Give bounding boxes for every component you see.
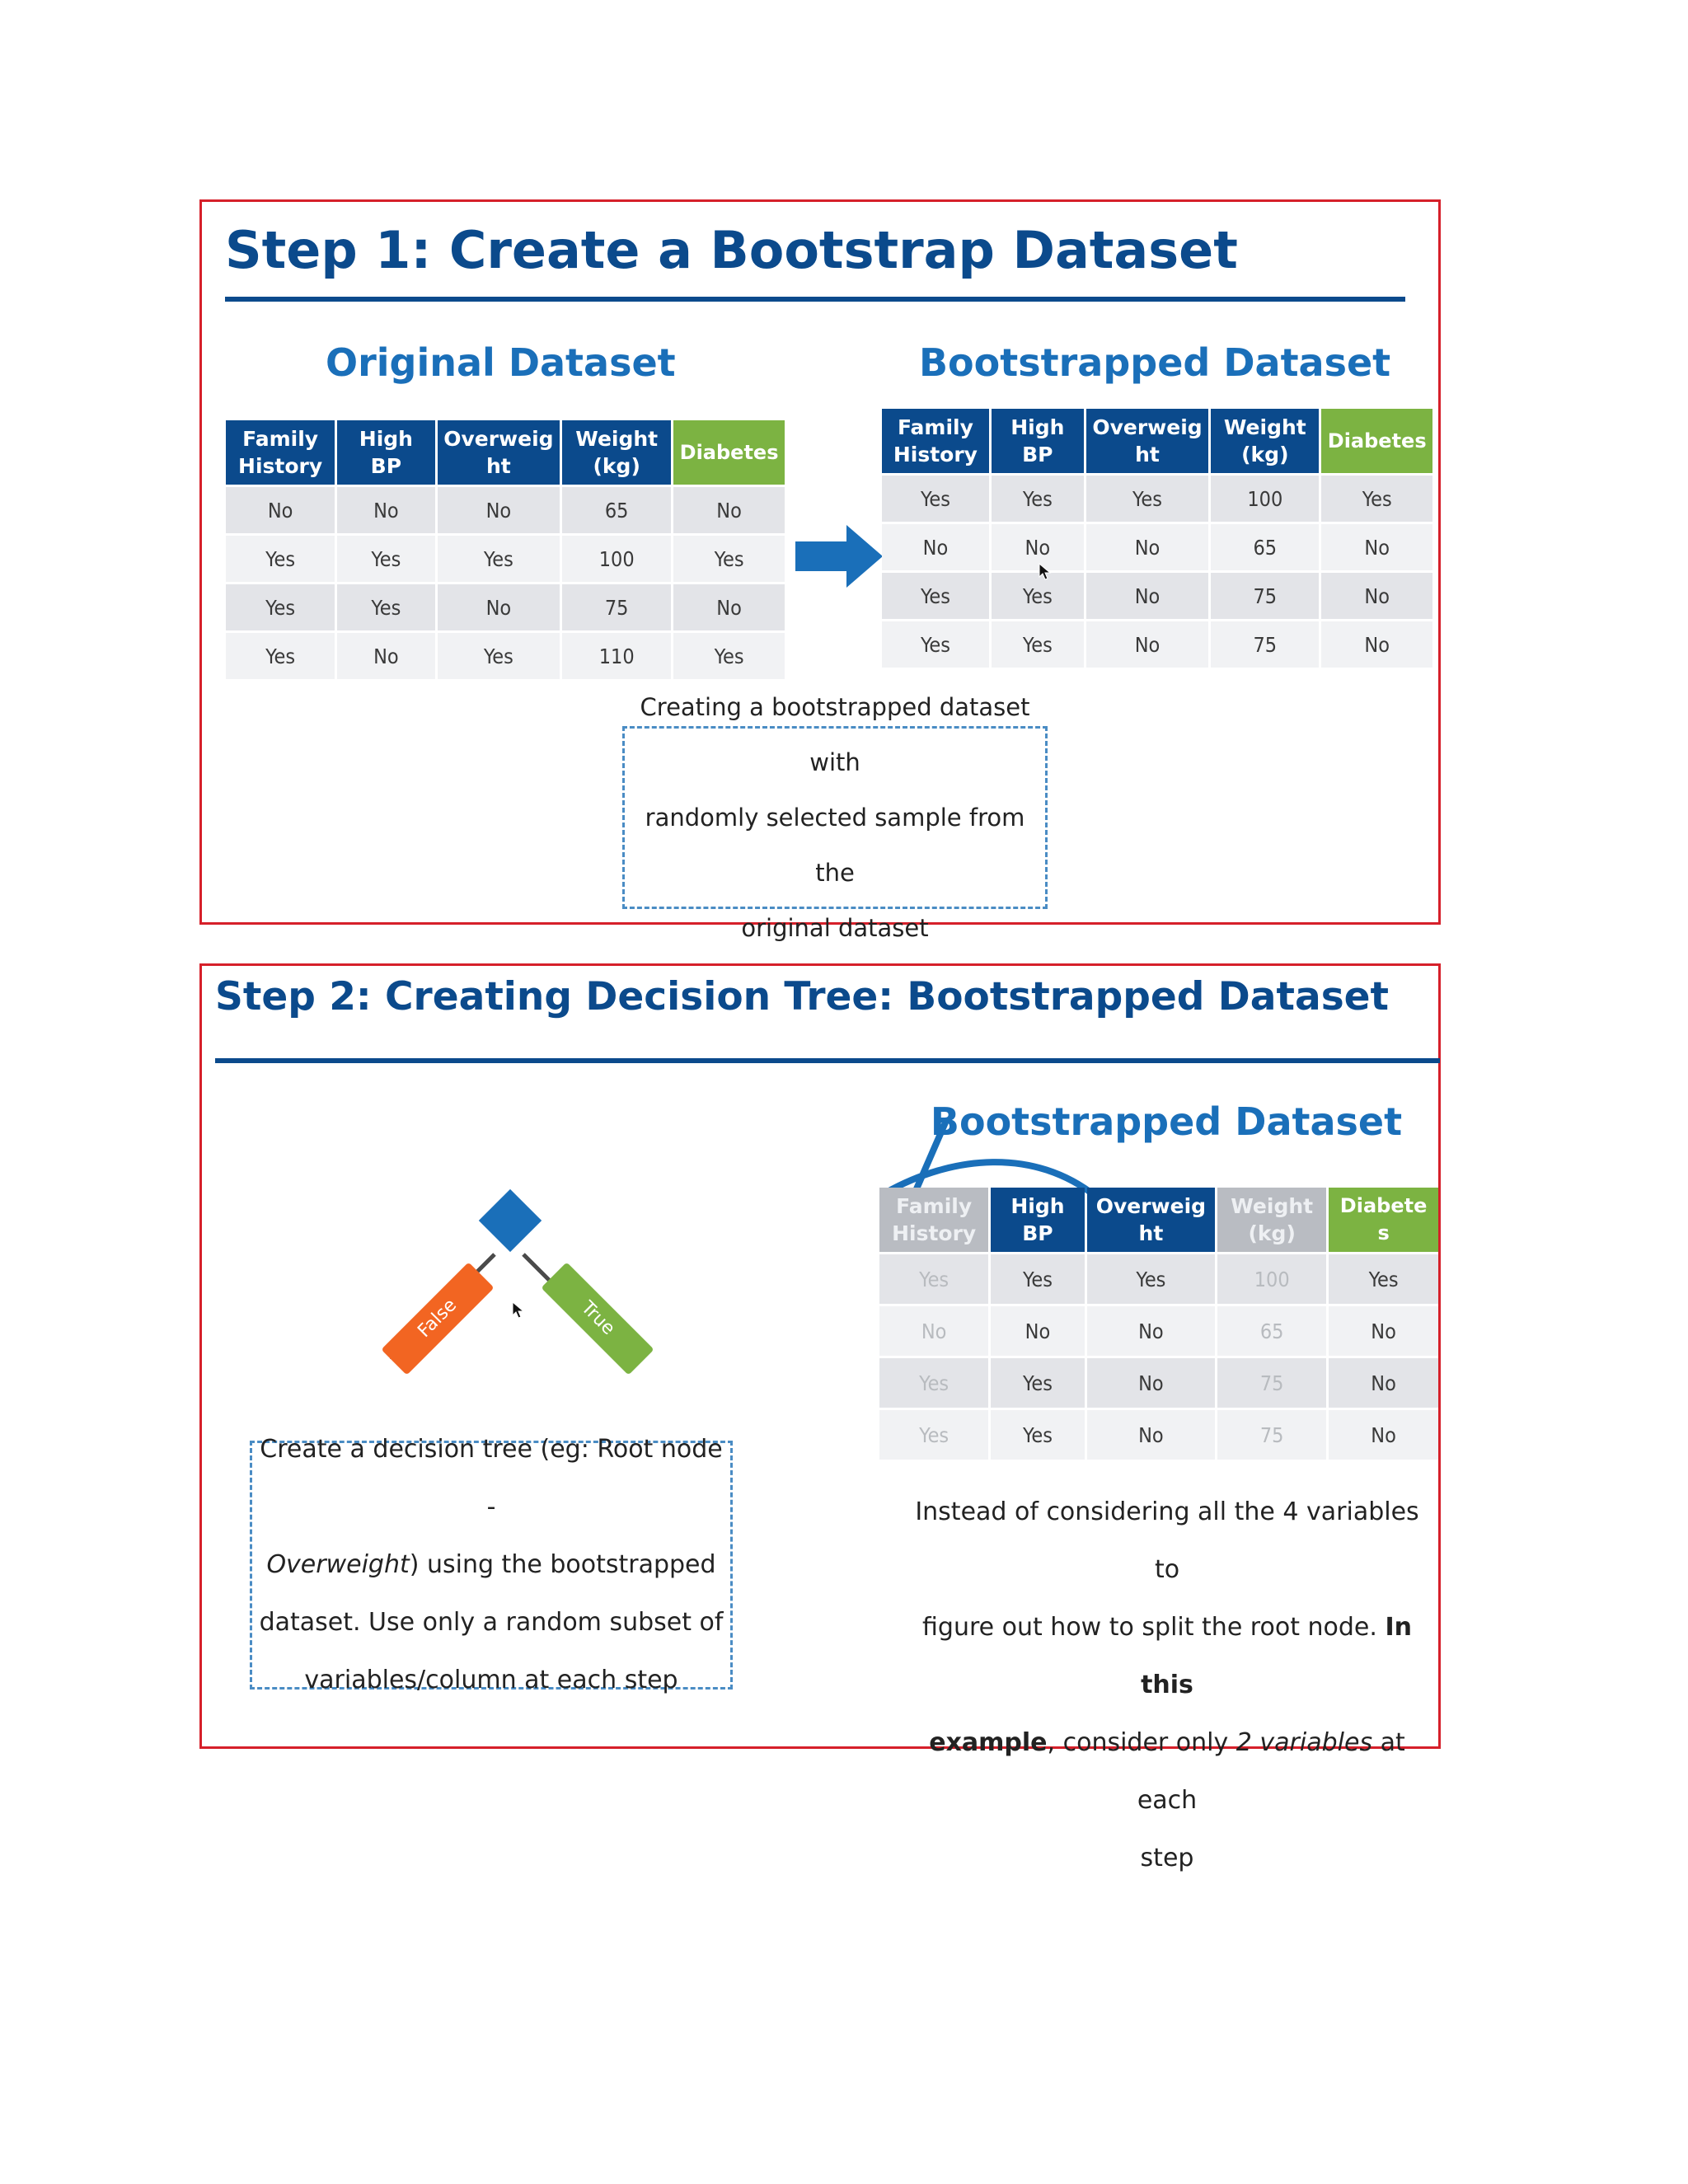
table-row (226, 487, 785, 533)
table-cell: Yes (879, 1410, 988, 1460)
table-row (226, 536, 785, 582)
explanation-line: example, consider only 2 variables at each (929, 1728, 1405, 1815)
mouse-cursor-icon (512, 1301, 525, 1319)
table-cell: Yes (992, 573, 1084, 619)
table-cell: Yes (882, 621, 989, 668)
col-overweight-header: Overweig ht (1087, 1188, 1216, 1252)
table-row (879, 1254, 1438, 1304)
table-cell: Yes (991, 1358, 1084, 1408)
step2-bootstrapped-table (877, 1185, 1441, 1462)
table-row (226, 584, 785, 630)
table-cell: No (1087, 1410, 1216, 1460)
table-cell: No (879, 1306, 988, 1356)
step1-panel (199, 199, 1441, 942)
explanation-line: Instead of considering all the 4 variables to (915, 1497, 1419, 1584)
note-italic-text: Overweight (266, 1550, 410, 1579)
table-cell: 75 (1217, 1410, 1326, 1460)
table-cell: No (337, 487, 434, 533)
table-row (882, 476, 1432, 522)
table-cell: Yes (992, 476, 1084, 522)
table-cell: Yes (991, 1254, 1084, 1304)
table-cell: Yes (879, 1358, 988, 1408)
table-cell: No (1086, 621, 1209, 668)
bootstrapped-dataset-title: Bootstrapped Dataset (930, 1099, 1403, 1144)
table-row (882, 573, 1432, 619)
table-cell: No (1321, 621, 1432, 668)
col-weight-header: Weight (kg) (1217, 1188, 1326, 1252)
table-cell: No (992, 524, 1084, 570)
table-cell: 110 (562, 633, 671, 679)
table-cell: Yes (337, 584, 434, 630)
table-cell: 75 (1217, 1358, 1326, 1408)
note-line: original dataset (741, 913, 929, 942)
note-line: variables/column at each step (304, 1666, 678, 1694)
table-row (226, 633, 785, 679)
original-dataset-title: Original Dataset (326, 340, 676, 385)
table-header-row (226, 420, 785, 485)
table-cell: No (991, 1306, 1084, 1356)
step2-title-rule (215, 1058, 1440, 1063)
table-cell: No (226, 487, 335, 533)
table-row (879, 1410, 1438, 1460)
col-overweight-header: Overweig ht (438, 420, 560, 485)
bootstrapped-dataset-title: Bootstrapped Dataset (919, 340, 1391, 385)
table-cell: No (673, 487, 785, 533)
bootstrapped-dataset-table (879, 406, 1435, 670)
table-cell: Yes (1321, 476, 1432, 522)
table-cell: 75 (1211, 573, 1319, 619)
table-cell: No (1329, 1410, 1438, 1460)
col-family-history-header: Family History (226, 420, 335, 485)
table-cell: Yes (992, 621, 1084, 668)
right-arrow-icon (795, 523, 886, 589)
note-line: Creating a bootstrapped dataset with (640, 692, 1030, 776)
col-diabetes-header: Diabetes (673, 420, 785, 485)
note-line: Create a decision tree (eg: Root node - (260, 1435, 723, 1521)
table-cell: Yes (226, 584, 335, 630)
table-cell: No (1087, 1358, 1216, 1408)
table-cell: 65 (562, 487, 671, 533)
table-row (879, 1306, 1438, 1356)
col-weight-header: Weight (kg) (562, 420, 671, 485)
explanation-line: figure out how to split the root node. In this (922, 1613, 1412, 1699)
col-diabetes-header: Diabetes (1321, 409, 1432, 473)
note-line: dataset. Use only a random subset of (259, 1608, 724, 1637)
table-row (882, 524, 1432, 570)
explanation-line: step (1140, 1844, 1194, 1872)
table-cell: 100 (562, 536, 671, 582)
true-branch-label: True (541, 1262, 654, 1375)
table-cell: No (1086, 573, 1209, 619)
table-cell: No (1321, 573, 1432, 619)
table-cell: No (1086, 524, 1209, 570)
table-cell: Yes (882, 476, 989, 522)
table-cell: Yes (1087, 1254, 1216, 1304)
table-cell: No (438, 584, 560, 630)
table-cell: Yes (882, 573, 989, 619)
col-overweight-header: Overweig ht (1086, 409, 1209, 473)
table-cell: Yes (226, 633, 335, 679)
table-cell: Yes (337, 536, 434, 582)
table-cell: 65 (1217, 1306, 1326, 1356)
table-header-row (879, 1188, 1438, 1252)
table-cell: No (1329, 1306, 1438, 1356)
note-line (252, 1536, 730, 1594)
table-cell: Yes (438, 536, 560, 582)
step2-panel (199, 963, 1441, 1872)
decision-tree-diagram (359, 1180, 721, 1436)
col-family-history-header: Family History (879, 1188, 988, 1252)
table-cell: 100 (1217, 1254, 1326, 1304)
table-cell: No (673, 584, 785, 630)
table-cell: No (438, 487, 560, 533)
table-cell: Yes (1329, 1254, 1438, 1304)
step2-explanation-text (907, 1483, 1427, 1887)
step1-title: Step 1: Create a Bootstrap Dataset (225, 220, 1238, 280)
table-cell: Yes (991, 1410, 1084, 1460)
table-cell: Yes (438, 633, 560, 679)
step2-note-box (250, 1435, 733, 1694)
table-cell: 65 (1211, 524, 1319, 570)
original-dataset-table (223, 418, 787, 682)
table-cell: 75 (562, 584, 671, 630)
col-diabetes-header: Diabete s (1329, 1188, 1438, 1252)
note-line: randomly selected sample from the (645, 803, 1025, 887)
table-cell: Yes (879, 1254, 988, 1304)
table-cell: No (337, 633, 434, 679)
col-weight-header: Weight (kg) (1211, 409, 1319, 473)
col-family-history-header: Family History (882, 409, 989, 473)
col-high-bp-header: High BP (991, 1188, 1084, 1252)
table-cell: Yes (673, 633, 785, 679)
false-branch-label: False (381, 1262, 494, 1375)
table-cell: 100 (1211, 476, 1319, 522)
root-node-icon (479, 1189, 542, 1252)
mouse-cursor-icon (1039, 563, 1052, 581)
step1-title-rule (225, 297, 1405, 302)
table-header-row (882, 409, 1432, 473)
table-row (879, 1358, 1438, 1408)
note-text: ) using the bootstrapped (409, 1550, 716, 1579)
table-cell: Yes (226, 536, 335, 582)
table-cell: No (1321, 524, 1432, 570)
step2-title: Step 2: Creating Decision Tree: Bootstrapped Dataset (215, 974, 1390, 1019)
table-cell: 75 (1211, 621, 1319, 668)
table-cell: Yes (673, 536, 785, 582)
table-cell: No (1329, 1358, 1438, 1408)
col-high-bp-header: High BP (992, 409, 1084, 473)
step1-note-box (622, 692, 1048, 942)
table-cell: Yes (1086, 476, 1209, 522)
col-high-bp-header: High BP (337, 420, 434, 485)
table-cell: No (1087, 1306, 1216, 1356)
table-row (882, 621, 1432, 668)
table-cell: No (882, 524, 989, 570)
